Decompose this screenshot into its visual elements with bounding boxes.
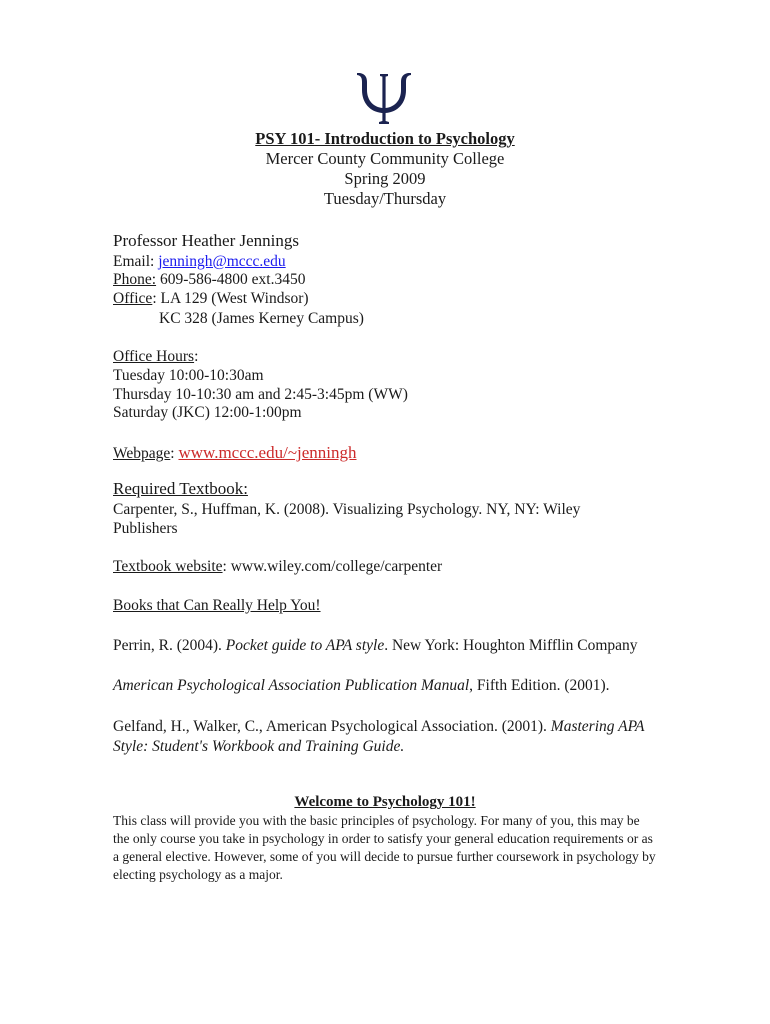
helpful-books-heading: Books that Can Really Help You! [113, 597, 321, 614]
email-link[interactable]: jenningh@mccc.edu [158, 253, 286, 270]
webpage-label: Webpage [113, 445, 171, 462]
book1-publisher: . New York: Houghton Mifflin Company [384, 637, 638, 654]
college-name: Mercer County Community College [265, 149, 505, 168]
office-line-2: KC 328 (James Kerney Campus) [159, 310, 364, 327]
email-line [113, 252, 286, 271]
term: Spring 2009 [344, 169, 426, 188]
required-textbook-heading: Required Textbook: [113, 479, 248, 498]
welcome-paragraph: This class will provide you with the basic principles of psychology. For many of you, this may be the only course you take in psychology in order to satisfy your general education requirements or as a general elective. However, some of you will decide to pursue further coursework in psychology by electing psychology as a major. [113, 813, 656, 882]
phone-label: Phone: [113, 271, 157, 288]
welcome-heading: Welcome to Psychology 101! [294, 794, 476, 810]
book3-title: Mastering APA Style: Student's Workbook and Training Guide. [113, 718, 645, 755]
webpage-line [113, 443, 357, 463]
office-line-1 [113, 289, 309, 308]
book2-title: American Psychological Association Publication Manual [113, 677, 470, 694]
phone-value: 609-586-4800 ext.3450 [159, 271, 306, 288]
book-apa-manual [113, 676, 610, 695]
class-days: Tuesday/Thursday [323, 189, 447, 208]
professor-name: Professor Heather Jennings [113, 231, 300, 250]
office-hours-saturday: Saturday (JKC) 12:00-1:00pm [113, 404, 302, 421]
office-value-1: : LA 129 (West Windsor) [152, 290, 309, 307]
office-hours-heading [113, 347, 198, 366]
office-label: Office [113, 290, 153, 307]
webpage-link[interactable]: www.mccc.edu/~jenningh [178, 443, 357, 462]
office-hours-colon: : [194, 348, 199, 365]
office-hours-tuesday: Tuesday 10:00-10:30am [113, 367, 264, 384]
textbook-website-line [113, 557, 442, 576]
webpage-colon: : [170, 445, 179, 462]
textbook-website-value: : www.wiley.com/college/carpenter [222, 558, 443, 575]
office-hours-thursday: Thursday 10-10:30 am and 2:45-3:45pm (WW) [113, 386, 408, 403]
book2-edition: , Fifth Edition. (2001). [469, 677, 610, 694]
phone-line [113, 270, 305, 289]
office-hours-label: Office Hours [113, 348, 195, 365]
book-perrin [113, 636, 638, 655]
course-title: PSY 101- Introduction to Psychology [255, 129, 515, 148]
book-gelfand [113, 717, 653, 757]
email-label: Email: [113, 253, 155, 270]
psi-symbol-icon [351, 68, 417, 126]
book3-author: Gelfand, H., Walker, C., American Psychological Association. (2001). [113, 718, 551, 735]
textbook-website-label: Textbook website [113, 558, 223, 575]
book1-title: Pocket guide to APA style [225, 637, 385, 654]
required-textbook-citation: Carpenter, S., Huffman, K. (2008). Visualizing Psychology. NY, NY: Wiley Publishers [113, 501, 581, 537]
book1-author: Perrin, R. (2004). [113, 637, 226, 654]
